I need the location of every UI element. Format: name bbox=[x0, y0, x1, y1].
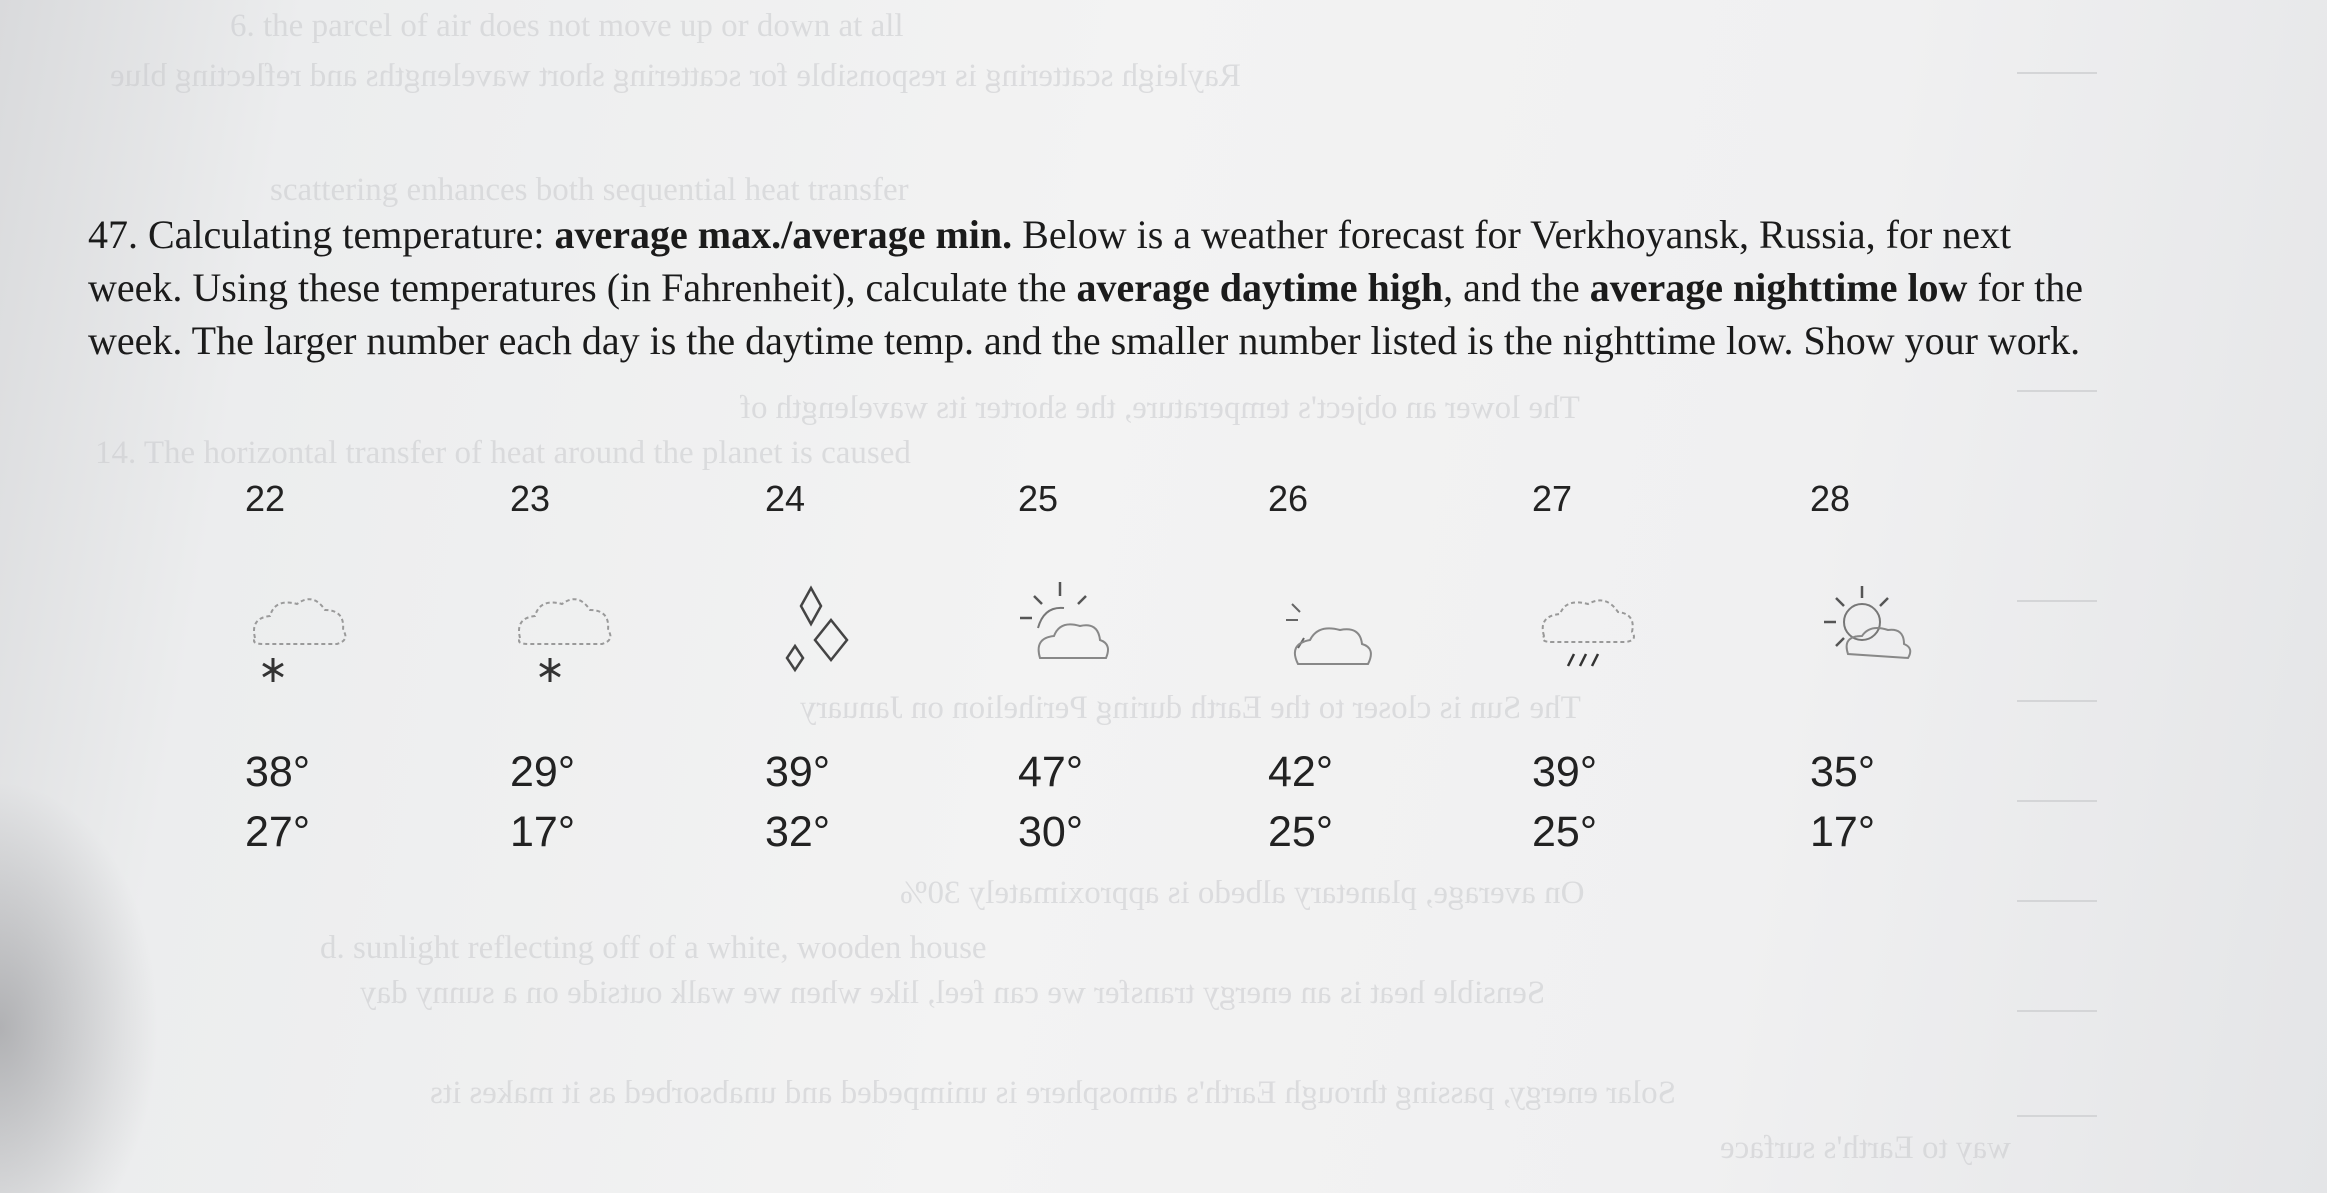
forecast-low: 25° bbox=[1268, 808, 1334, 856]
bleed-through-text: The Sun is closer to the Earth during Perihelion on January bbox=[800, 690, 1581, 726]
forecast-low: 32° bbox=[765, 808, 831, 856]
bleed-through-text: The lower an object's temperature, the shorter its wavelength of bbox=[740, 390, 1580, 426]
bleed-through-text: scattering enhances both sequential heat transfer bbox=[270, 172, 909, 208]
bleed-through-line bbox=[2017, 900, 2097, 902]
bleed-through-line bbox=[2017, 800, 2097, 802]
bleed-through-text: Solar energy, passing through Earth's atmosphere is unimpeded and unabsorbed as it makes its bbox=[430, 1075, 1676, 1111]
question-47 bbox=[88, 208, 2108, 367]
question-text: , and the bbox=[1443, 265, 1590, 310]
bleed-through-text: Sensible heat is an energy transfer we can feel, like when we walk outside on a sunny day bbox=[360, 975, 1546, 1011]
forecast-date: 25 bbox=[1018, 478, 1059, 519]
bleed-through-text: 6. the parcel of air does not move up or down at all bbox=[230, 8, 904, 44]
rain-icon bbox=[1512, 578, 1662, 698]
partly-cloudy-icon bbox=[998, 578, 1148, 698]
forecast-date: 24 bbox=[765, 478, 806, 519]
bleed-through-text: 14. The horizontal transfer of heat around the planet is caused bbox=[95, 435, 911, 471]
forecast-low: 25° bbox=[1532, 808, 1598, 856]
bleed-through-text: d. sunlight reflecting off of a white, wooden house bbox=[320, 930, 987, 966]
forecast-low: 30° bbox=[1018, 808, 1084, 856]
partly-sunny-icon bbox=[1790, 578, 1940, 698]
bleed-through-text: Rayleigh scattering is responsible for scattering short wavelengths and reflecting blue bbox=[110, 58, 1241, 94]
ice-icon bbox=[745, 578, 895, 698]
hand-shadow bbox=[0, 780, 160, 1193]
forecast-high: 35° bbox=[1810, 748, 1876, 796]
bleed-through-line bbox=[2017, 72, 2097, 74]
forecast-date: 22 bbox=[245, 478, 286, 519]
bleed-through-text: way to Earth's surface bbox=[1720, 1130, 2011, 1166]
snow-icon bbox=[225, 578, 375, 698]
bleed-through-line bbox=[2017, 700, 2097, 702]
average-low-term: average nighttime low bbox=[1589, 265, 1968, 310]
question-lead: Calculating temperature: bbox=[148, 212, 555, 257]
forecast-date: 27 bbox=[1532, 478, 1573, 519]
average-high-term: average daytime high bbox=[1076, 265, 1444, 310]
question-text: Below is a weather forecast for Verkhoyansk, Russia, for next week. Using these temperatures (in Fahrenheit), calculate the bbox=[88, 212, 2012, 310]
bleed-through-line bbox=[2017, 1115, 2097, 1117]
forecast-low: 27° bbox=[245, 808, 311, 856]
snow-icon bbox=[490, 578, 640, 698]
forecast-high: 39° bbox=[1532, 748, 1598, 796]
forecast-low: 17° bbox=[510, 808, 576, 856]
forecast-high: 29° bbox=[510, 748, 576, 796]
bleed-through-line bbox=[2017, 600, 2097, 602]
bleed-through-line bbox=[2017, 390, 2097, 392]
partly-cloudy-icon bbox=[1248, 578, 1398, 698]
forecast-low: 17° bbox=[1810, 808, 1876, 856]
question-title: average max./average min. bbox=[554, 212, 1013, 257]
forecast-date: 26 bbox=[1268, 478, 1309, 519]
question-paragraph bbox=[88, 208, 2108, 367]
question-text: for the week. The larger number each day is the daytime temp. and the smaller number listed is the nighttime low. Show your work. bbox=[88, 265, 2083, 363]
forecast-high: 47° bbox=[1018, 748, 1084, 796]
bleed-through-text: On average, planetary albedo is approximately 30% bbox=[900, 875, 1585, 911]
forecast-date: 23 bbox=[510, 478, 551, 519]
bleed-through-line bbox=[2017, 1010, 2097, 1012]
forecast-high: 38° bbox=[245, 748, 311, 796]
forecast-high: 42° bbox=[1268, 748, 1334, 796]
question-number: 47. bbox=[88, 212, 138, 257]
forecast-high: 39° bbox=[765, 748, 831, 796]
forecast-date: 28 bbox=[1810, 478, 1851, 519]
